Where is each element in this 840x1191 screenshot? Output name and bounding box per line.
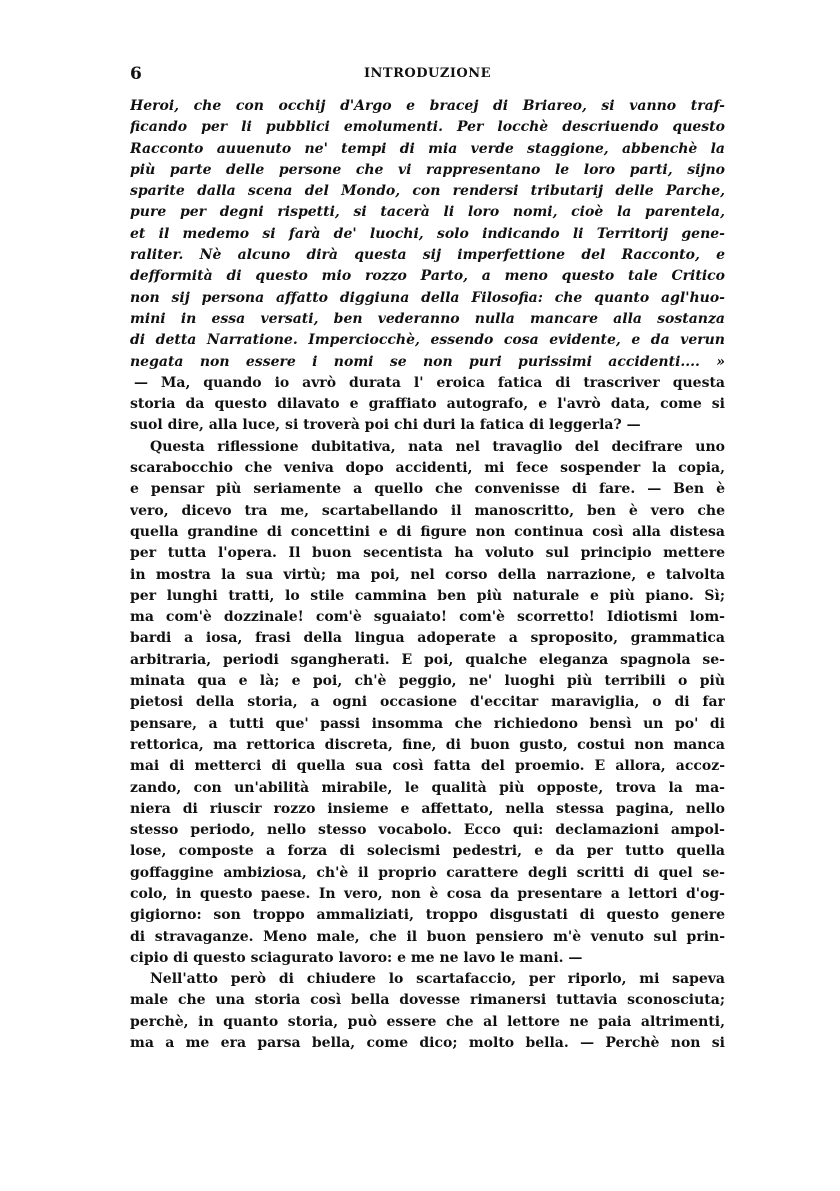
text-line: rettorica, ma rettorica discreta, fine, di buon gusto, costui non manca xyxy=(130,736,725,753)
text-line: — Ma, quando io avrò durata l' eroica fatica di trascriver questa xyxy=(134,374,725,391)
text-line: Heroi, che con occhij d'Argo e bracej di Briareo, si vanno traf- xyxy=(130,98,725,114)
text-line: pensare, a tutti que' passi insomma che richiedono bensì un po' di xyxy=(130,715,725,732)
text-line: perchè, in quanto storia, può essere che al lettore ne paia altrimenti, xyxy=(130,1013,725,1030)
body-text xyxy=(130,96,725,1054)
text-line: ficando per li pubblici emolumenti. Per locchè descriuendo questo xyxy=(130,119,725,136)
text-line: bardi a iosa, frasi della lingua adoperate a sproposito, grammatica xyxy=(130,630,725,647)
text-line: di stravaganze. Meno male, che il buon pensiero m'è venuto sul prin- xyxy=(130,928,725,945)
text-line: mai di metterci di quella sua così fatta del proemio. E allora, accoz- xyxy=(130,758,725,775)
text-line: sparite dalla scena del Mondo, con rendersi tributarij delle Parche, xyxy=(130,183,725,200)
text-line: vero, dicevo tra me, scartabellando il manoscritto, ben è vero che xyxy=(130,502,725,519)
text-line: mini in essa versati, ben vederanno nulla mancare alla sostanza xyxy=(130,310,725,327)
text-line: di detta Narratione. Imperciocchè, essendo cosa evidente, e da verun xyxy=(130,332,725,349)
text-line: scarabocchio che veniva dopo accidenti, mi fece sospender la copia, xyxy=(130,460,725,477)
text-line: suol dire, alla luce, si troverà poi chi duri la fatica di leggerla? — xyxy=(130,417,641,434)
text-line: defformità di questo mio rozzo Parto, a meno questo tale Critico xyxy=(130,268,725,285)
text-line: Racconto auuenuto ne' tempi di mia verde staggione, abbenchè la xyxy=(130,140,725,157)
text-line: quella grandine di concettini e di figure non continua così alla distesa xyxy=(130,523,725,540)
text-line: in mostra la sua virtù; ma poi, nel corso della narrazione, e talvolta xyxy=(130,566,725,583)
text-line: niera di riuscir rozzo insieme e affettato, nella stessa pagina, nello xyxy=(130,800,725,817)
text-line: Questa riflessione dubitativa, nata nel travaglio del decifrare uno xyxy=(150,438,725,455)
text-line: zando, con un'abilità mirabile, le qualità più opposte, trova la ma- xyxy=(130,779,725,796)
text-line: pietosi della storia, a ogni occasione d'eccitar maraviglia, o di far xyxy=(130,694,725,711)
running-head: INTRODUZIONE xyxy=(363,66,492,81)
text-line: goffaggine ambiziosa, ch'è il proprio carattere degli scritti di quel se- xyxy=(130,864,725,881)
text-line: arbitraria, periodi sgangherati. E poi, qualche eleganza spagnola se- xyxy=(130,651,725,668)
page-header xyxy=(130,64,725,86)
text-line: negata non essere i nomi se non puri purissimi accidenti.... » xyxy=(130,353,725,370)
text-line: colo, in questo paese. In vero, non è cosa da presentare a lettori d'og- xyxy=(130,885,725,902)
text-line: per tutta l'opera. Il buon secentista ha voluto sul principio mettere xyxy=(130,545,725,562)
text-line: e pensar più seriamente a quello che convenisse di fare. — Ben è xyxy=(130,481,725,498)
text-line: minata qua e là; e poi, ch'è peggio, ne' luoghi più terribili o più xyxy=(130,673,725,690)
text-line: lose, composte a forza di solecismi pedestri, e da per tutto quella xyxy=(130,843,725,860)
text-line: storia da questo dilavato e graffiato autografo, e l'avrò data, come si xyxy=(130,396,725,413)
text-line: più parte delle persone che vi rappresentano le loro parti, sijno xyxy=(130,161,725,178)
text-line: per lunghi tratti, lo stile cammina ben più naturale e più piano. Sì; xyxy=(130,587,725,604)
text-line: non sij persona affatto diggiuna della Filosofia: che quanto agl'huo- xyxy=(130,289,725,306)
text-line: male che una storia così bella dovesse rimanersi tuttavia sconosciuta; xyxy=(130,992,725,1009)
text-line: ma com'è dozzinale! com'è sguaiato! com'è scorretto! Idiotismi lom- xyxy=(130,609,725,626)
text-line: et il medemo si farà de' luochi, solo indicando li Territorij gene- xyxy=(130,225,725,242)
text-line: raliter. Nè alcuno dirà questa sij imperfettione del Racconto, e xyxy=(130,247,725,264)
text-line: gigiorno: son troppo ammaliziati, troppo disgustati di questo genere xyxy=(130,907,725,924)
text-line: Nell'atto però di chiudere lo scartafaccio, per riporlo, mi sapeva xyxy=(150,971,725,988)
page-number: 6 xyxy=(130,64,142,84)
text-line: cipio di questo sciagurato lavoro: e me ne lavo le mani. — xyxy=(130,949,583,966)
text-line: ma a me era parsa bella, come dico; molto bella. — Perchè non si xyxy=(130,1035,725,1052)
text-line: stesso periodo, nello stesso vocabolo. Ecco qui: declamazioni ampol- xyxy=(130,822,725,839)
text-line: pure per degni rispetti, si tacerà li loro nomi, cioè la parentela, xyxy=(130,204,725,221)
